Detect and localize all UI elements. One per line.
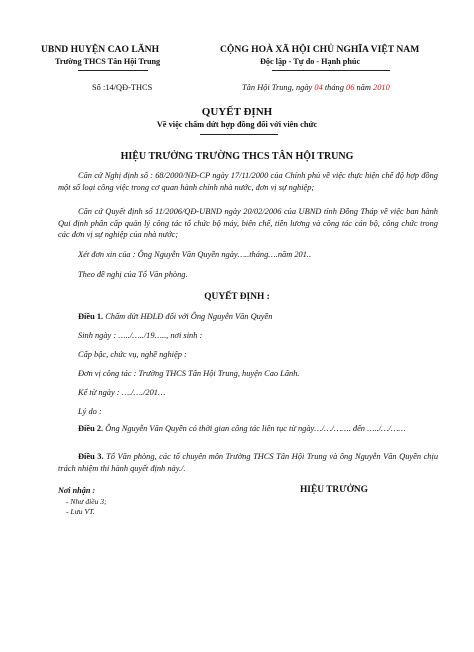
date-day: 04 xyxy=(314,83,323,92)
year-label: năm xyxy=(354,83,374,92)
date-year: 2010 xyxy=(373,83,390,92)
recipient-item: - Như điều 3; xyxy=(66,497,107,506)
article-2-text: Ông Nguyễn Văn Quyền có thời gian công tác liên tục từ ngày…/…/……. đến …../…/…… xyxy=(103,424,406,433)
legal-basis-2: Căn cứ Quyết định số 11/2006/QĐ-UBND ngày 20/02/2006 của UBND tỉnh Đồng Tháp về việc ban hành Qui định phân cấp quản lý công tác tổ chức bộ máy, biên chế, tiền lương và công tác cán bộ, công chức trong các đơn vị sự nghiệp của nhà nước; xyxy=(58,207,438,240)
right-underline xyxy=(272,70,390,71)
recipient-item: - Lưu VT. xyxy=(66,507,95,516)
recipients-label: Nơi nhận : xyxy=(58,486,96,495)
left-underline xyxy=(78,70,148,71)
article-1-text: Chấm dứt HĐLĐ đối với Ông Nguyễn Văn Quyền xyxy=(103,312,273,321)
issuing-unit: Trường THCS Tân Hội Trung xyxy=(55,57,161,66)
article-3-text: Tổ Văn phòng, các tổ chuyên môn Trường THCS Tân Hội Trung và ông Nguyễn Văn Quyền chịu trách nhiệm thi hành quyết định này./. xyxy=(58,452,439,473)
signer-title: HIỆU TRƯỞNG xyxy=(300,485,368,495)
article-1-dob: Sinh ngày : …../…../19….., nơi sinh : xyxy=(78,331,203,340)
date-month: 06 xyxy=(346,83,355,92)
title-underline xyxy=(200,134,278,135)
document-number: Số :14/QĐ-THCS xyxy=(92,83,153,92)
article-3-label: Điều 3. xyxy=(78,452,104,461)
issuing-authority: UBND HUYỆN CAO LÃNH xyxy=(41,44,160,55)
document-subject: Về việc chấm dứt hợp đồng đối với viên chức xyxy=(156,120,318,129)
article-1-unit: Đơn vị công tác : Trường THCS Tân Hội Trung, huyện Cao Lãnh. xyxy=(78,369,300,378)
article-1-reason: Lý do : xyxy=(78,407,102,416)
proposal-line: Theo đề nghị của Tổ Văn phòng. xyxy=(78,270,188,279)
article-1-from: Kể từ ngày : …./…./201… xyxy=(78,388,166,397)
place-date-prefix: Tân Hội Trung, ngày xyxy=(242,83,315,92)
month-label: tháng xyxy=(322,83,347,92)
article-2-label: Điều 2. xyxy=(78,424,104,433)
article-2 xyxy=(58,423,438,435)
article-1 xyxy=(78,312,272,321)
decision-heading: QUYẾT ĐỊNH : xyxy=(204,292,270,302)
place-date xyxy=(242,83,390,92)
request-line: Xét đơn xin của : Ông Nguyễn Văn Quyền ngày…..tháng….năm 201.. xyxy=(78,250,312,259)
article-1-label: Điều 1. xyxy=(78,312,104,321)
national-motto: Độc lập - Tự do - Hạnh phúc xyxy=(260,57,361,66)
document-title: QUYẾT ĐỊNH xyxy=(201,106,273,118)
issuing-officer: HIỆU TRƯỞNG TRƯỜNG THCS TÂN HỘI TRUNG xyxy=(120,151,354,162)
article-3 xyxy=(58,451,438,474)
national-title: CỘNG HOÀ XÃ HỘI CHỦ NGHĨA VIỆT NAM xyxy=(220,44,420,55)
legal-basis-1: Căn cứ Nghị định số : 68/2000/NĐ-CP ngày 17/11/2000 của Chính phủ về việc thực hiện chế độ hợp đồng một số loại công việc trong cơ quan hành chính nhà nước, đơn vị sự nghiệp; xyxy=(58,171,438,192)
article-1-rank: Cấp bậc, chức vụ, nghề nghiệp : xyxy=(78,350,187,359)
